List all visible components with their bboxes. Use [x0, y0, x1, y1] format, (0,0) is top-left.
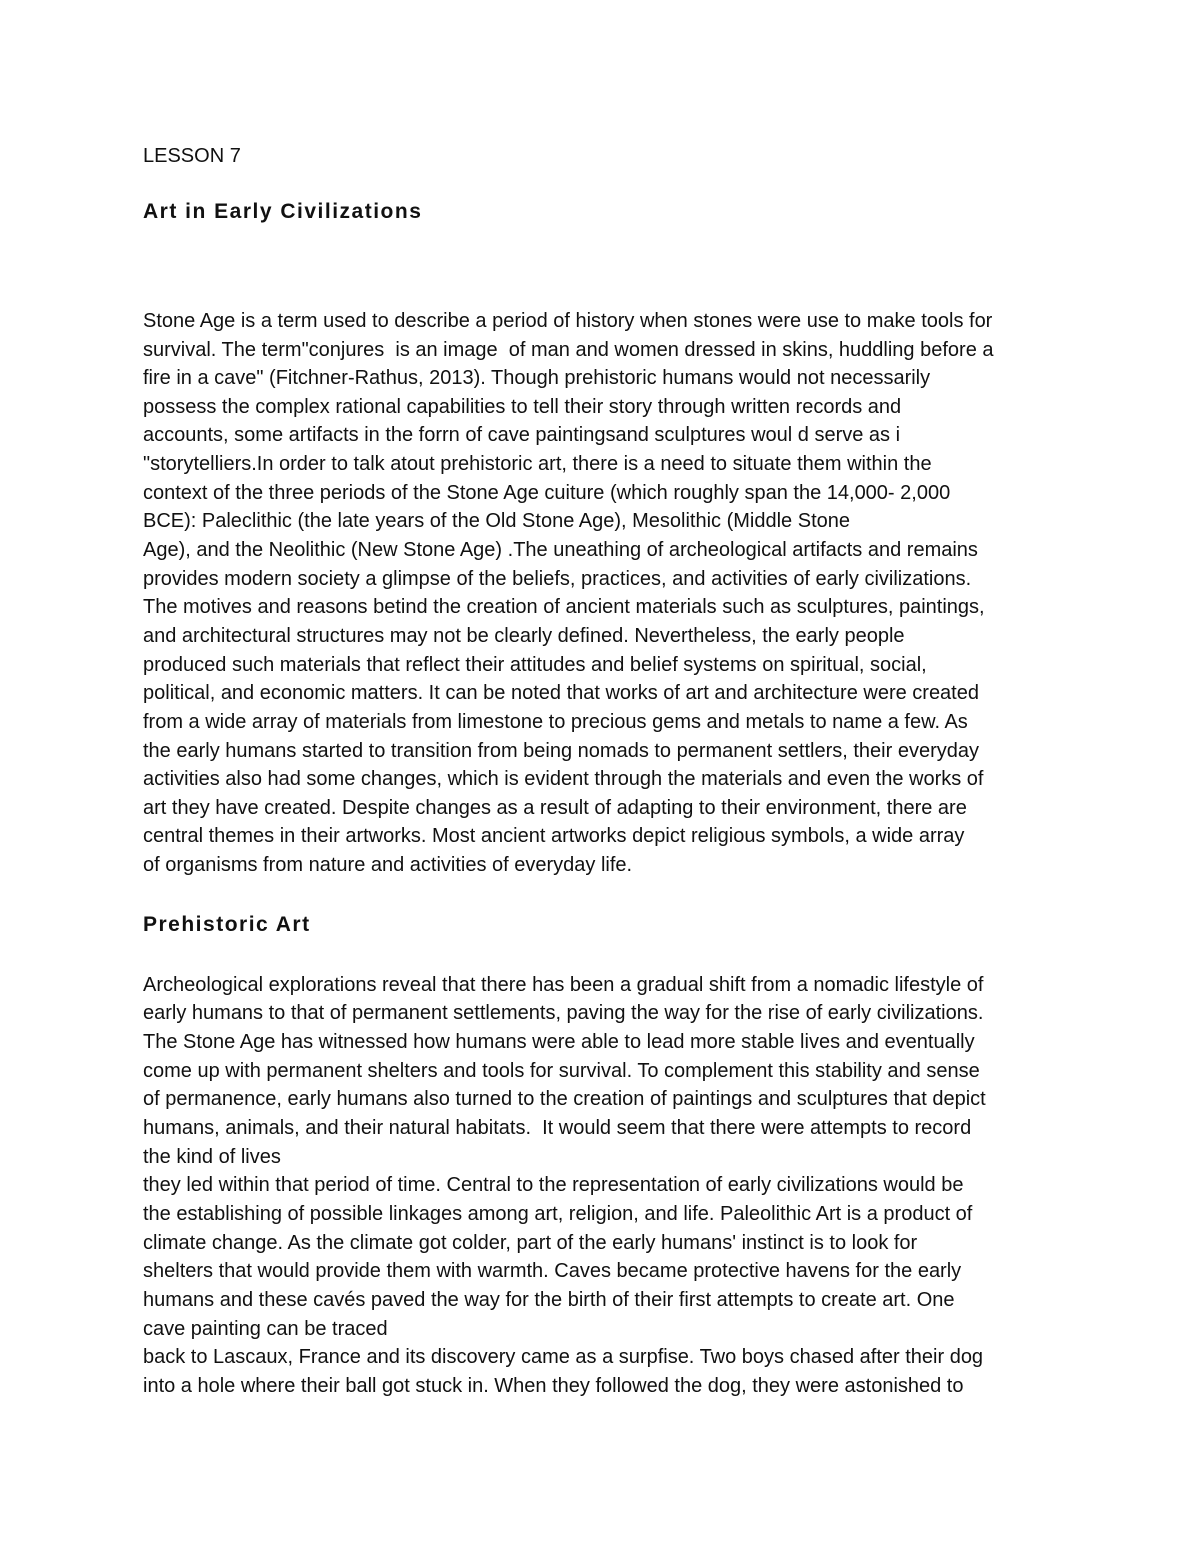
- paragraph-line: produced such materials that reflect their attitudes and belief systems on spiritual, social,: [143, 654, 927, 676]
- paragraph-line: come up with permanent shelters and tools for survival. To complement this stability and sense: [143, 1060, 980, 1082]
- paragraph-line: of permanence, early humans also turned to the creation of paintings and sculptures that depict: [143, 1088, 986, 1110]
- paragraph-line: Age), and the Neolithic (New Stone Age) .The uneathing of archeological artifacts and remains: [143, 539, 978, 561]
- paragraph-line: into a hole where their ball got stuck in. When they followed the dog, they were astonished to: [143, 1375, 964, 1397]
- lesson-label: LESSON 7: [143, 145, 241, 167]
- paragraph-line: they led within that period of time. Central to the representation of early civilizations would be: [143, 1174, 964, 1196]
- page-title: Art in Early Civilizations: [143, 200, 423, 223]
- paragraph-line: and architectural structures may not be clearly defined. Nevertheless, the early people: [143, 625, 905, 647]
- paragraph-line: context of the three periods of the Stone Age cuiture (which roughly span the 14,000- 2,000: [143, 482, 951, 504]
- paragraph-line: the early humans started to transition from being nomads to permanent settlers, their everyday: [143, 740, 979, 762]
- paragraph-line: from a wide array of materials from limestone to precious gems and metals to name a few. As: [143, 711, 968, 733]
- paragraph-line: political, and economic matters. It can be noted that works of art and architecture were created: [143, 682, 979, 704]
- paragraph-line: Archeological explorations reveal that there has been a gradual shift from a nomadic lifestyle of: [143, 974, 984, 996]
- paragraph-line: humans, animals, and their natural habitats. It would seem that there were attempts to record: [143, 1117, 972, 1139]
- paragraph-line: cave painting can be traced: [143, 1318, 388, 1340]
- paragraph-line: climate change. As the climate got colder, part of the early humans' instinct is to look for: [143, 1232, 918, 1254]
- paragraph-line: art they have created. Despite changes as a result of adapting to their environment, there are: [143, 797, 967, 819]
- paragraph-line: Stone Age is a term used to describe a period of history when stones were use to make tools for: [143, 310, 993, 332]
- paragraph-line: activities also had some changes, which is evident through the materials and even the works of: [143, 768, 984, 790]
- paragraph-line: The Stone Age has witnessed how humans were able to lead more stable lives and eventually: [143, 1031, 975, 1053]
- paragraph-line: shelters that would provide them with warmth. Caves became protective havens for the early: [143, 1260, 962, 1282]
- paragraph-line: The motives and reasons betind the creation of ancient materials such as sculptures, paintings,: [143, 596, 985, 618]
- paragraph-line: of organisms from nature and activities of everyday life.: [143, 854, 633, 876]
- paragraph-line: fire in a cave" (Fitchner-Rathus, 2013). Though prehistoric humans would not necessarily: [143, 367, 931, 389]
- paragraph-line: accounts, some artifacts in the forrn of cave paintingsand sculptures woul d serve as i: [143, 424, 901, 446]
- paragraph-line: humans and these cavés paved the way for the birth of their first attempts to create art. One: [143, 1289, 955, 1311]
- paragraph-line: back to Lascaux, France and its discovery came as a surpfise. Two boys chased after their dog: [143, 1346, 984, 1368]
- paragraph-line: BCE): Paleclithic (the late years of the Old Stone Age), Mesolithic (Middle Stone: [143, 510, 851, 532]
- paragraph-line: possess the complex rational capabilities to tell their story through written records and: [143, 396, 902, 418]
- paragraph-line: "storytelliers.In order to talk atout prehistoric art, there is a need to situate them within the: [143, 453, 932, 475]
- paragraph-line: early humans to that of permanent settlements, paving the way for the rise of early civilizations.: [143, 1002, 984, 1024]
- section-heading: Prehistoric Art: [143, 913, 311, 936]
- paragraph-line: provides modern society a glimpse of the beliefs, practices, and activities of early civilizations.: [143, 568, 972, 590]
- paragraph-line: the establishing of possible linkages among art, religion, and life. Paleolithic Art is a product of: [143, 1203, 973, 1225]
- paragraph-line: survival. The term"conjures is an image of man and women dressed in skins, huddling before a: [143, 339, 994, 361]
- paragraph-line: central themes in their artworks. Most ancient artworks depict religious symbols, a wide array: [143, 825, 965, 847]
- paragraph-line: the kind of lives: [143, 1146, 281, 1168]
